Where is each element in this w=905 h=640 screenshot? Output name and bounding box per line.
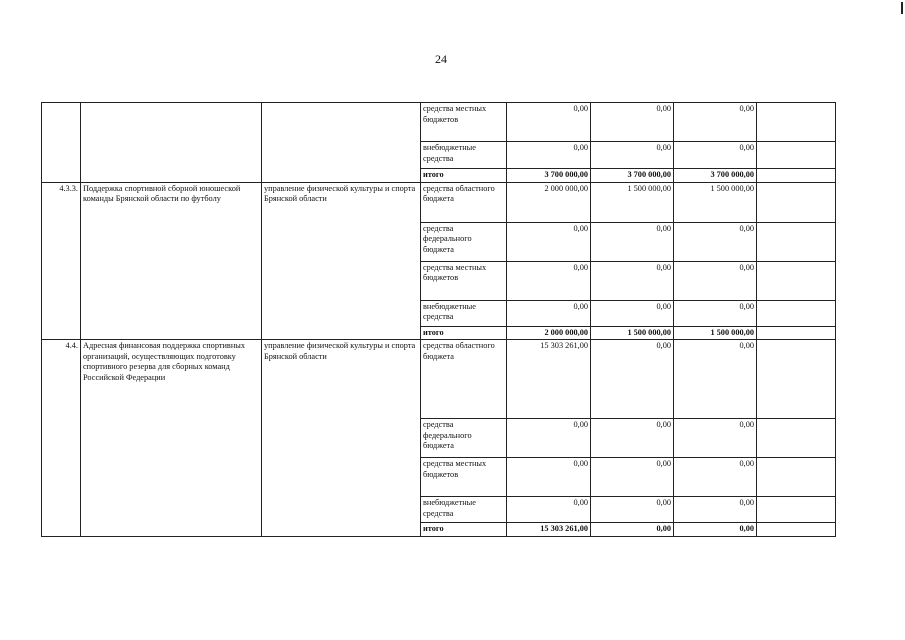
value-cell: 0,00 (591, 142, 674, 169)
total-value: 3 700 000,00 (507, 169, 591, 183)
empty-cell (757, 103, 836, 142)
executor-cell (262, 103, 421, 183)
executor-cell: управление физической культуры и спорта Брянской области (262, 182, 421, 340)
value-cell: 0,00 (674, 419, 757, 458)
value-cell: 0,00 (507, 419, 591, 458)
scan-edge-mark (901, 2, 903, 14)
value-cell: 2 000 000,00 (507, 182, 591, 222)
source-cell: средства местных бюджетов (421, 103, 507, 142)
executor-cell: управление физической культуры и спорта Брянской области (262, 340, 421, 537)
value-cell: 0,00 (674, 340, 757, 419)
value-cell: 0,00 (591, 261, 674, 300)
empty-cell (757, 142, 836, 169)
value-cell: 0,00 (674, 497, 757, 523)
source-cell: внебюджетные средства (421, 497, 507, 523)
value-cell: 0,00 (507, 300, 591, 326)
total-value: 3 700 000,00 (674, 169, 757, 183)
total-value: 3 700 000,00 (591, 169, 674, 183)
value-cell: 0,00 (591, 340, 674, 419)
value-cell: 0,00 (591, 458, 674, 497)
empty-cell (757, 340, 836, 419)
item-number-cell: 4.3.3. (42, 182, 81, 340)
empty-cell (757, 169, 836, 183)
empty-cell (757, 458, 836, 497)
value-cell: 0,00 (591, 419, 674, 458)
total-value: 0,00 (674, 523, 757, 537)
item-number-cell: 4.4. (42, 340, 81, 537)
total-label: итого (421, 169, 507, 183)
empty-cell (757, 523, 836, 537)
empty-cell (757, 326, 836, 340)
source-cell: средства федерального бюджета (421, 419, 507, 458)
funding-table (41, 102, 836, 537)
page-number: 24 (435, 52, 447, 66)
source-cell: средства федерального бюджета (421, 222, 507, 261)
total-label: итого (421, 326, 507, 340)
source-cell: средства областного бюджета (421, 340, 507, 419)
value-cell: 0,00 (591, 103, 674, 142)
total-value: 15 303 261,00 (507, 523, 591, 537)
total-label: итого (421, 523, 507, 537)
empty-cell (757, 222, 836, 261)
value-cell: 0,00 (507, 261, 591, 300)
table-row (42, 103, 836, 142)
source-cell: средства местных бюджетов (421, 458, 507, 497)
empty-cell (757, 419, 836, 458)
value-cell: 0,00 (591, 222, 674, 261)
value-cell: 0,00 (507, 497, 591, 523)
value-cell: 0,00 (674, 142, 757, 169)
total-value: 1 500 000,00 (674, 326, 757, 340)
item-name-cell: Адресная финансовая поддержка спортивных организаций, осуществляющих подготовку спортивного резерва для сборных команд Российской Федерации (81, 340, 262, 537)
source-cell: внебюджетные средства (421, 142, 507, 169)
total-value: 2 000 000,00 (507, 326, 591, 340)
source-cell: средства областного бюджета (421, 182, 507, 222)
value-cell: 0,00 (591, 300, 674, 326)
empty-cell (757, 300, 836, 326)
empty-cell (757, 497, 836, 523)
value-cell: 1 500 000,00 (591, 182, 674, 222)
table-row (42, 340, 836, 419)
item-number-cell (42, 103, 81, 183)
value-cell: 0,00 (674, 103, 757, 142)
source-cell: внебюджетные средства (421, 300, 507, 326)
item-name-cell: Поддержка спортивной сборной юношеской команды Брянской области по футболу (81, 182, 262, 340)
value-cell: 0,00 (591, 497, 674, 523)
value-cell: 0,00 (507, 142, 591, 169)
empty-cell (757, 261, 836, 300)
item-name-cell (81, 103, 262, 183)
value-cell: 0,00 (674, 222, 757, 261)
empty-cell (757, 182, 836, 222)
value-cell: 0,00 (507, 103, 591, 142)
value-cell: 0,00 (674, 261, 757, 300)
table-row (42, 182, 836, 222)
value-cell: 0,00 (507, 222, 591, 261)
total-value: 1 500 000,00 (591, 326, 674, 340)
source-cell: средства местных бюджетов (421, 261, 507, 300)
value-cell: 0,00 (674, 458, 757, 497)
total-value: 0,00 (591, 523, 674, 537)
value-cell: 1 500 000,00 (674, 182, 757, 222)
value-cell: 0,00 (674, 300, 757, 326)
value-cell: 0,00 (507, 458, 591, 497)
value-cell: 15 303 261,00 (507, 340, 591, 419)
